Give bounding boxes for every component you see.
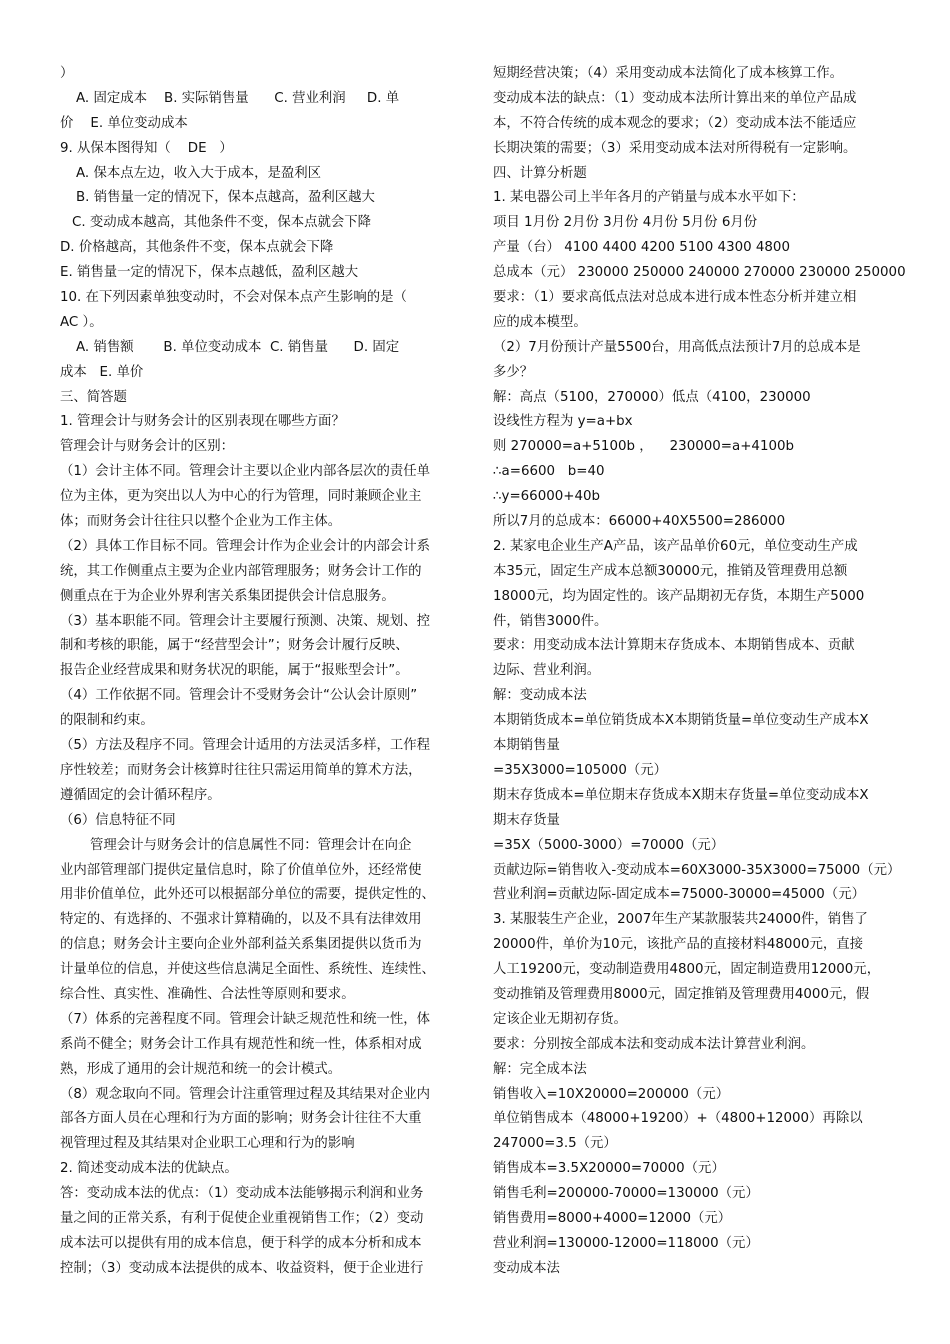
text-line: 变动推销及管理费用8000元，固定推销及管理费用4000元，假 (493, 986, 870, 1002)
text-line: 控制；（3）变动成本法提供的成本、收益资料，便于企业进行 (60, 1260, 424, 1276)
text-line: 则 270000=a+5100b ， 230000=a+4100b (493, 439, 795, 455)
text-line: 变动成本法的缺点：（1）变动成本法所计算出来的单位产品成 (493, 90, 857, 106)
text-line: ∴a=6600 b=40 (493, 464, 605, 480)
text-line: 管理会计与财务会计的区别： (60, 439, 235, 455)
text-line: 多少？ (493, 364, 534, 380)
text-line: 量之间的正常关系，有利于促使企业重视销售工作；（2）变动 (60, 1210, 424, 1226)
text-line: 部各方面人员在心理和行为方面的影响；财务会计往往不大重 (60, 1111, 422, 1127)
text-line: 成本法可以提供有用的成本信息，便于科学的成本分析和成本 (60, 1235, 422, 1251)
text-line: 营业利润=贡献边际-固定成本=75000-30000=45000（元） (493, 887, 865, 903)
text-line: 用非价值单位，此外还可以根据部分单位的需要，提供定性的、 (60, 887, 435, 903)
text-line: A. 销售额 B. 单位变动成本 C. 销售量 D. 固定 (76, 339, 400, 355)
text-line: （1）会计主体不同。管理会计主要以企业内部各层次的责任单 (60, 464, 431, 480)
text-line: 本期销售量 (493, 738, 560, 754)
text-line: 序性较差；而财务会计核算时往往只需运用简单的算术方法， (60, 762, 422, 778)
text-line: 项目 1月份 2月份 3月份 4月份 5月份 6月份 (493, 215, 758, 231)
text-line: 销售成本=3.5X20000=70000（元） (493, 1161, 725, 1177)
text-line: 本35元，固定生产成本总额30000元，推销及管理费用总额 (493, 563, 848, 579)
text-line: 解：变动成本法 (493, 688, 587, 704)
text-line: 总成本（元） 230000 250000 240000 270000 230000 250000 (493, 265, 906, 281)
text-line: A. 保本点左边，收入大于成本，是盈利区 (76, 165, 322, 181)
text-line: 2. 某家电企业生产A产品，该产品单价60元，单位变动生产成 (493, 538, 858, 554)
text-line: （8）观念取向不同。管理会计注重管理过程及其结果对企业内 (60, 1086, 431, 1102)
left-column (60, 62, 460, 1282)
text-line: 所以7月的总成本：66000+40X5500=286000 (493, 514, 786, 530)
text-line: 20000件，单价为10元，该批产品的直接材料48000元，直接 (493, 937, 864, 953)
text-line: 销售毛利=200000-70000=130000（元） (493, 1186, 759, 1202)
right-column (493, 62, 906, 1282)
text-line: 件，销售3000件。 (493, 613, 608, 629)
text-line: 3. 某服装生产企业，2007年生产某款服装共24000件，销售了 (493, 912, 868, 928)
text-line: （3）基本职能不同。管理会计主要履行预测、决策、规划、控 (60, 613, 431, 629)
text-line: 2. 简述变动成本法的优缺点。 (60, 1161, 238, 1177)
text-line: 三、简答题 (60, 389, 127, 405)
text-line: B. 销售量一定的情况下，保本点越高，盈利区越大 (76, 190, 375, 206)
text-line: 位为主体，更为突出以人为中心的行为管理，同时兼顾企业主 (60, 489, 422, 505)
text-line: 侧重点在于为企业外界利害关系集团提供会计信息服务。 (60, 588, 395, 604)
text-line: C. 变动成本越高，其他条件不变，保本点就会下降 (72, 215, 372, 231)
text-line: 边际、营业利润。 (493, 663, 601, 679)
text-line: 247000=3.5（元） (493, 1136, 617, 1152)
text-line: （2）具体工作目标不同。管理会计作为企业会计的内部会计系 (60, 538, 431, 554)
text-line: （7）体系的完善程度不同。管理会计缺乏规范性和统一性，体 (60, 1011, 431, 1027)
text-line: 定该企业无期初存货。 (493, 1011, 627, 1027)
text-line: 成本 E. 单价 (60, 364, 144, 380)
text-line: E. 销售量一定的情况下，保本点越低，盈利区越大 (60, 265, 359, 281)
text-line: =35X（5000-3000）=70000（元） (493, 837, 725, 853)
text-line: 遵循固定的会计循环程序。 (60, 787, 221, 803)
text-line: ） (60, 66, 74, 81)
text-line: 特定的、有选择的、不强求计算精确的，以及不具有法律效用 (60, 912, 422, 928)
text-line: 计量单位的信息，并使这些信息满足全面性、系统性、连续性、 (60, 962, 435, 978)
text-line: 系尚不健全；财务会计工作具有规范性和统一性，体系相对成 (60, 1036, 422, 1052)
text-line: （4）工作依据不同。管理会计不受财务会计“公认会计原则” (60, 688, 418, 704)
text-line: 期末存货成本=单位期末存货成本X期末存货量=单位变动成本X (493, 787, 869, 803)
text-line: 综合性、真实性、准确性、合法性等原则和要求。 (60, 986, 355, 1002)
text-line: 统，其工作侧重点主要为企业内部管理服务；财务会计工作的 (60, 563, 422, 579)
text-line: 熟，形成了通用的会计规范和统一的会计模式。 (60, 1061, 342, 1077)
text-line: 管理会计与财务会计的信息属性不同：管理会计在向企 (90, 837, 412, 853)
text-line: （2）7月份预计产量5500台，用高低点法预计7月的总成本是 (493, 339, 861, 355)
text-line: 贡献边际=销售收入-变动成本=60X3000-35X3000=75000（元） (493, 862, 901, 878)
text-line: 设线性方程为 y=a+bx (493, 414, 633, 430)
text-line: （6）信息特征不同 (60, 812, 176, 828)
text-line: 单位销售成本（48000+19200）+（4800+12000）再除以 (493, 1111, 863, 1127)
text-line: 销售费用=8000+4000=12000（元） (493, 1210, 732, 1226)
text-line: 报告企业经营成果和财务状况的职能，属于“报账型会计”。 (60, 663, 409, 679)
text-line: 答：变动成本法的优点：（1）变动成本法能够揭示利润和业务 (60, 1186, 424, 1202)
text-line: 产量（台） 4100 4400 4200 5100 4300 4800 (493, 240, 790, 256)
text-line: 应的成本模型。 (493, 314, 587, 330)
text-line: 本期销货成本=单位销货成本X本期销货量=单位变动生产成本X (493, 713, 869, 729)
text-line: 人工19200元，变动制造费用4800元，固定制造费用12000元， (493, 962, 881, 978)
text-line: 期末存货量 (493, 812, 560, 828)
text-line: A. 固定成本 B. 实际销售量 C. 营业利润 D. 单 (76, 90, 400, 106)
text-line: 视管理过程及其结果对企业职工心理和行为的影响 (60, 1136, 355, 1152)
text-line: D. 价格越高，其他条件不变，保本点就会下降 (60, 240, 334, 256)
text-line: 的限制和约束。 (60, 713, 154, 729)
text-line: 18000元，均为固定性的。该产品期初无存货，本期生产5000 (493, 588, 865, 604)
text-line: 要求：（1）要求高低点法对总成本进行成本性态分析并建立相 (493, 290, 857, 306)
text-line: 1. 某电器公司上半年各月的产销量与成本水平如下： (493, 190, 805, 206)
text-line: 的信息；财务会计主要向企业外部利益关系集团提供以货币为 (60, 937, 422, 953)
text-line: 业内部管理部门提供定量信息时，除了价值单位外，还经常使 (60, 862, 422, 878)
text-line: 要求：分别按全部成本法和变动成本法计算营业利润。 (493, 1036, 815, 1052)
text-line: 1. 管理会计与财务会计的区别表现在哪些方面？ (60, 414, 345, 430)
text-line: 价 E. 单位变动成本 (60, 115, 188, 131)
text-line: 解：完全成本法 (493, 1061, 587, 1077)
text-line: 营业利润=130000-12000=118000（元） (493, 1235, 759, 1251)
text-line: 10. 在下列因素单独变动时，不会对保本点产生影响的是（ (60, 290, 407, 306)
text-line: 变动成本法 (493, 1260, 560, 1276)
text-line: AC ）。 (60, 314, 103, 330)
text-line: ∴y=66000+40b (493, 489, 601, 505)
text-line: 四、计算分析题 (493, 165, 587, 181)
text-line: 制和考核的职能，属于“经营型会计”；财务会计履行反映、 (60, 638, 409, 654)
text-line: 短期经营决策；（4）采用变动成本法简化了成本核算工作。 (493, 66, 843, 81)
text-line: 解：高点（5100，270000）低点（4100，230000 (493, 389, 811, 405)
text-line: 体；而财务会计往往只以整个企业为工作主体。 (60, 514, 342, 530)
text-line: 销售收入=10X20000=200000（元） (493, 1086, 730, 1102)
text-line: 本，不符合传统的成本观念的要求；（2）变动成本法不能适应 (493, 115, 857, 131)
text-line: =35X3000=105000（元） (493, 762, 668, 778)
text-line: 长期决策的需要；（3）采用变动成本法对所得税有一定影响。 (493, 140, 857, 156)
text-line: 要求：用变动成本法计算期末存货成本、本期销售成本、贡献 (493, 638, 855, 654)
text-line: （5）方法及程序不同。管理会计适用的方法灵活多样，工作程 (60, 738, 431, 754)
text-line: 9. 从保本图得知（ DE ） (60, 140, 233, 156)
